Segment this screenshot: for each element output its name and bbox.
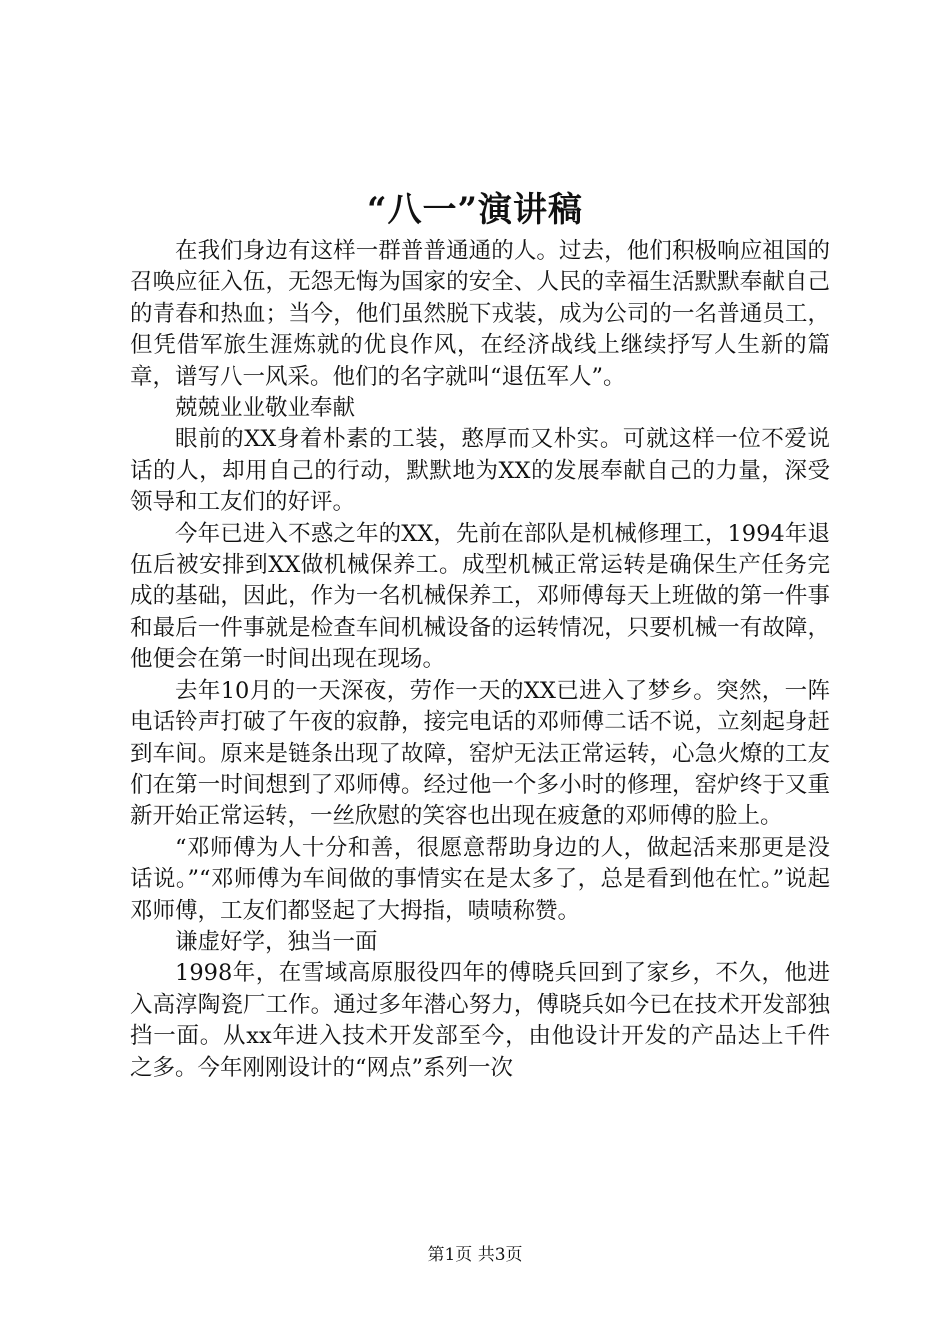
document-title: “八一”演讲稿 [366,190,584,230]
paragraph: 眼前的XX身着朴素的工装，憨厚而又朴实。可就这样一位不爱说话的人，却用自己的行动，默默地为XX的发展奉献自己的力量，深受领导和工友们的好评。 [130,426,830,516]
paragraph: 1998年，在雪域高原服役四年的傅晓兵回到了家乡，不久，他进入高淳陶瓷厂工作。通过多年潜心努力，傅晓兵如今已在技术开发部独挡一面。从xx年进入技术开发部至今，由他设计开发的产品达上千件之多。今年刚刚设计的“网点”系列一次 [130,960,830,1081]
document-body [130,236,830,1084]
paragraph: 去年10月的一天深夜，劳作一天的XX已进入了梦乡。突然，一阵电话铃声打破了午夜的寂静，接完电话的邓师傅二话不说，立刻起身赶到车间。原来是链条出现了故障，窑炉无法正常运转，心急火燎的工友们在第一时间想到了邓师傅。经过他一个多小时的修理，窑炉终于又重新开始正常运转，一丝欣慰的笑容也出现在疲惫的邓师傅的脸上。 [130,677,830,830]
section-heading-modest: 谦虚好学，独当一面 [175,928,378,955]
paragraph-intro: 在我们身边有这样一群普普通通的人。过去，他们积极响应祖国的召唤应征入伍，无怨无悔为国家的安全、人民的幸福生活默默奉献自己的青春和热血；当今，他们虽然脱下戎装，成为公司的一名普通员工，但凭借军旅生涯炼就的优良作风，在经济战线上继续抒写人生新的篇章，谱写八一风采。他们的名字就叫“退伍军人”。 [130,238,830,390]
section-heading-dedication: 兢兢业业敬业奉献 [175,395,356,422]
paragraph: “邓师傅为人十分和善，很愿意帮助身边的人，做起活来那更是没话说。”“邓师傅为车间做的事情实在是太多了，总是看到他在忙。”说起邓师傅，工友们都竖起了大拇指，啧啧称赞。 [130,834,830,924]
page-footer: 第1页 共3页 [427,1245,523,1265]
paragraph: 今年已进入不惑之年的XX，先前在部队是机械修理工，1994年退伍后被安排到XX做机械保养工。成型机械正常运转是确保生产任务完成的基础，因此，作为一名机械保养工，邓师傅每天上班做的第一件事和最后一件事就是检查车间机械设备的运转情况，只要机械一有故障，他便会在第一时间出现在现场。 [130,520,830,673]
